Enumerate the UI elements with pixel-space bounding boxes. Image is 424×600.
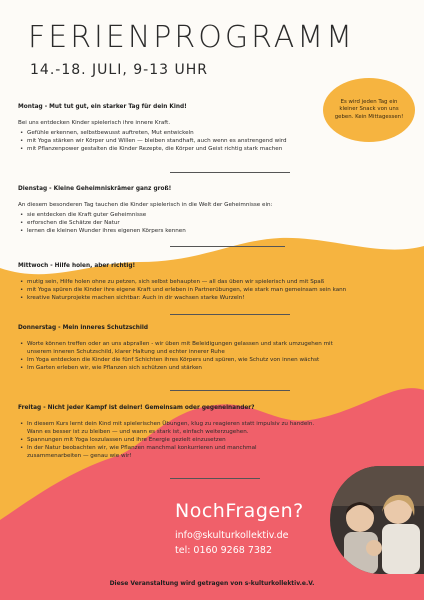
list-item: • Spannungen mit Yoga loszulassen und ihre Energie gezielt einzusetzen <box>18 437 410 445</box>
contact-phone[interactable]: tel: 0160 9268 7382 <box>175 545 272 556</box>
divider <box>170 172 290 173</box>
list-item-continued: zusammenarbeiten — genau wie wir! <box>27 452 132 459</box>
divider <box>170 246 285 247</box>
list-item: • mit Yoga stärken wir Körper und Willen — bleiben standhaft, auch wenn es anstrengend wird <box>18 138 410 146</box>
day-intro: An diesem besonderen Tag tauchen die Kinder spielerisch in die Welt der Geheimnisse ein: <box>18 202 273 209</box>
footer-note: Diese Veranstaltung wird getragen von s-kulturkollektiv.e.V. <box>109 580 315 587</box>
day-heading: Dienstag - Kleine Geheimniskrämer ganz groß! <box>18 186 172 192</box>
list-item: • mutig sein, Hilfe holen ohne zu petzen, sich selbst behaupten — all das üben wir spielerisch und mit Spaß <box>18 279 410 287</box>
contact-heading: NochFragen? <box>175 500 304 522</box>
list-item: • kreative Naturprojekte machen sichtbar: Auch in dir wachsen starke Wurzeln! <box>18 295 410 303</box>
children-photo <box>330 466 424 574</box>
list-item: • lernen die kleinen Wunder ihres eigenen Körpers kennen <box>18 228 410 236</box>
day-section-friday <box>18 404 410 461</box>
day-heading: Montag - Mut tut gut, ein starker Tag für dein Kind! <box>18 104 187 110</box>
list-item: • Im Garten erleben wir, wie Pflanzen sich schützen und stärken <box>18 365 410 373</box>
page-title: FERIENPROGRAMM <box>28 20 356 55</box>
divider <box>170 390 290 391</box>
day-heading: Mittwoch - Hilfe holen, aber richtig! <box>18 263 136 269</box>
snack-note: Es wird jeden Tag ein kleiner Snack von uns geben. Kein Mittagessen! <box>326 80 412 140</box>
list-item: • mit Pflanzenpower gestalten die Kinder Rezepte, die Körper und Geist richtig stark machen <box>18 146 410 154</box>
list-item: • Worte können treffen oder an uns abprallen - wir üben mit Beleidigungen gelassen und stark umzugehen mit <box>18 341 410 349</box>
day-section-thursday <box>18 324 410 373</box>
day-heading: Donnerstag - Mein inneres Schutzschild <box>18 325 148 331</box>
divider <box>170 314 290 315</box>
day-section-wednesday <box>18 262 410 303</box>
list-item: • Gefühle erkennen, selbstbewusst auftreten, Mut entwickeln <box>18 130 410 138</box>
list-item-continued: Wann es besser ist zu bleiben — und wann es stark ist, einfach weiterzugehen. <box>27 429 249 436</box>
day-intro: Bei uns entdecken Kinder spielerisch ihre innere Kraft. <box>18 120 171 127</box>
list-item: • Im Yoga entdecken die Kinder die fünf Schichten ihres Körpers und spüren, wie Schutz von innen wächst <box>18 357 410 365</box>
page-subtitle: 14.-18. JULI, 9-13 UHR <box>30 62 208 78</box>
contact-email[interactable]: info@skulturkollektiv.de <box>175 530 289 541</box>
list-item: • In der Natur beobachten wir, wie Pflanzen manchmal konkurrieren und manchmal <box>18 445 410 453</box>
list-item: • sie entdecken die Kraft guter Geheimnisse <box>18 212 410 220</box>
divider <box>170 478 260 479</box>
day-heading: Freitag - Nicht jeder Kampf ist deiner! Gemeinsam oder gegeneinander? <box>18 405 255 411</box>
list-item: • mit Yoga spüren die Kinder ihre eigene Kraft und erleben in Partnerübungen, wie stark man gemeinsam sein kann <box>18 287 410 295</box>
list-item: • erforschen die Schätze der Natur <box>18 220 410 228</box>
day-section-tuesday <box>18 185 410 236</box>
list-item: • In diesem Kurs lernt dein Kind mit spielerischen Übungen, klug zu reagieren statt impulsiv zu handeln. <box>18 421 410 429</box>
list-item-continued: unserem inneren Schutzschild, klarer Haltung und echter innerer Ruhe <box>27 349 225 356</box>
